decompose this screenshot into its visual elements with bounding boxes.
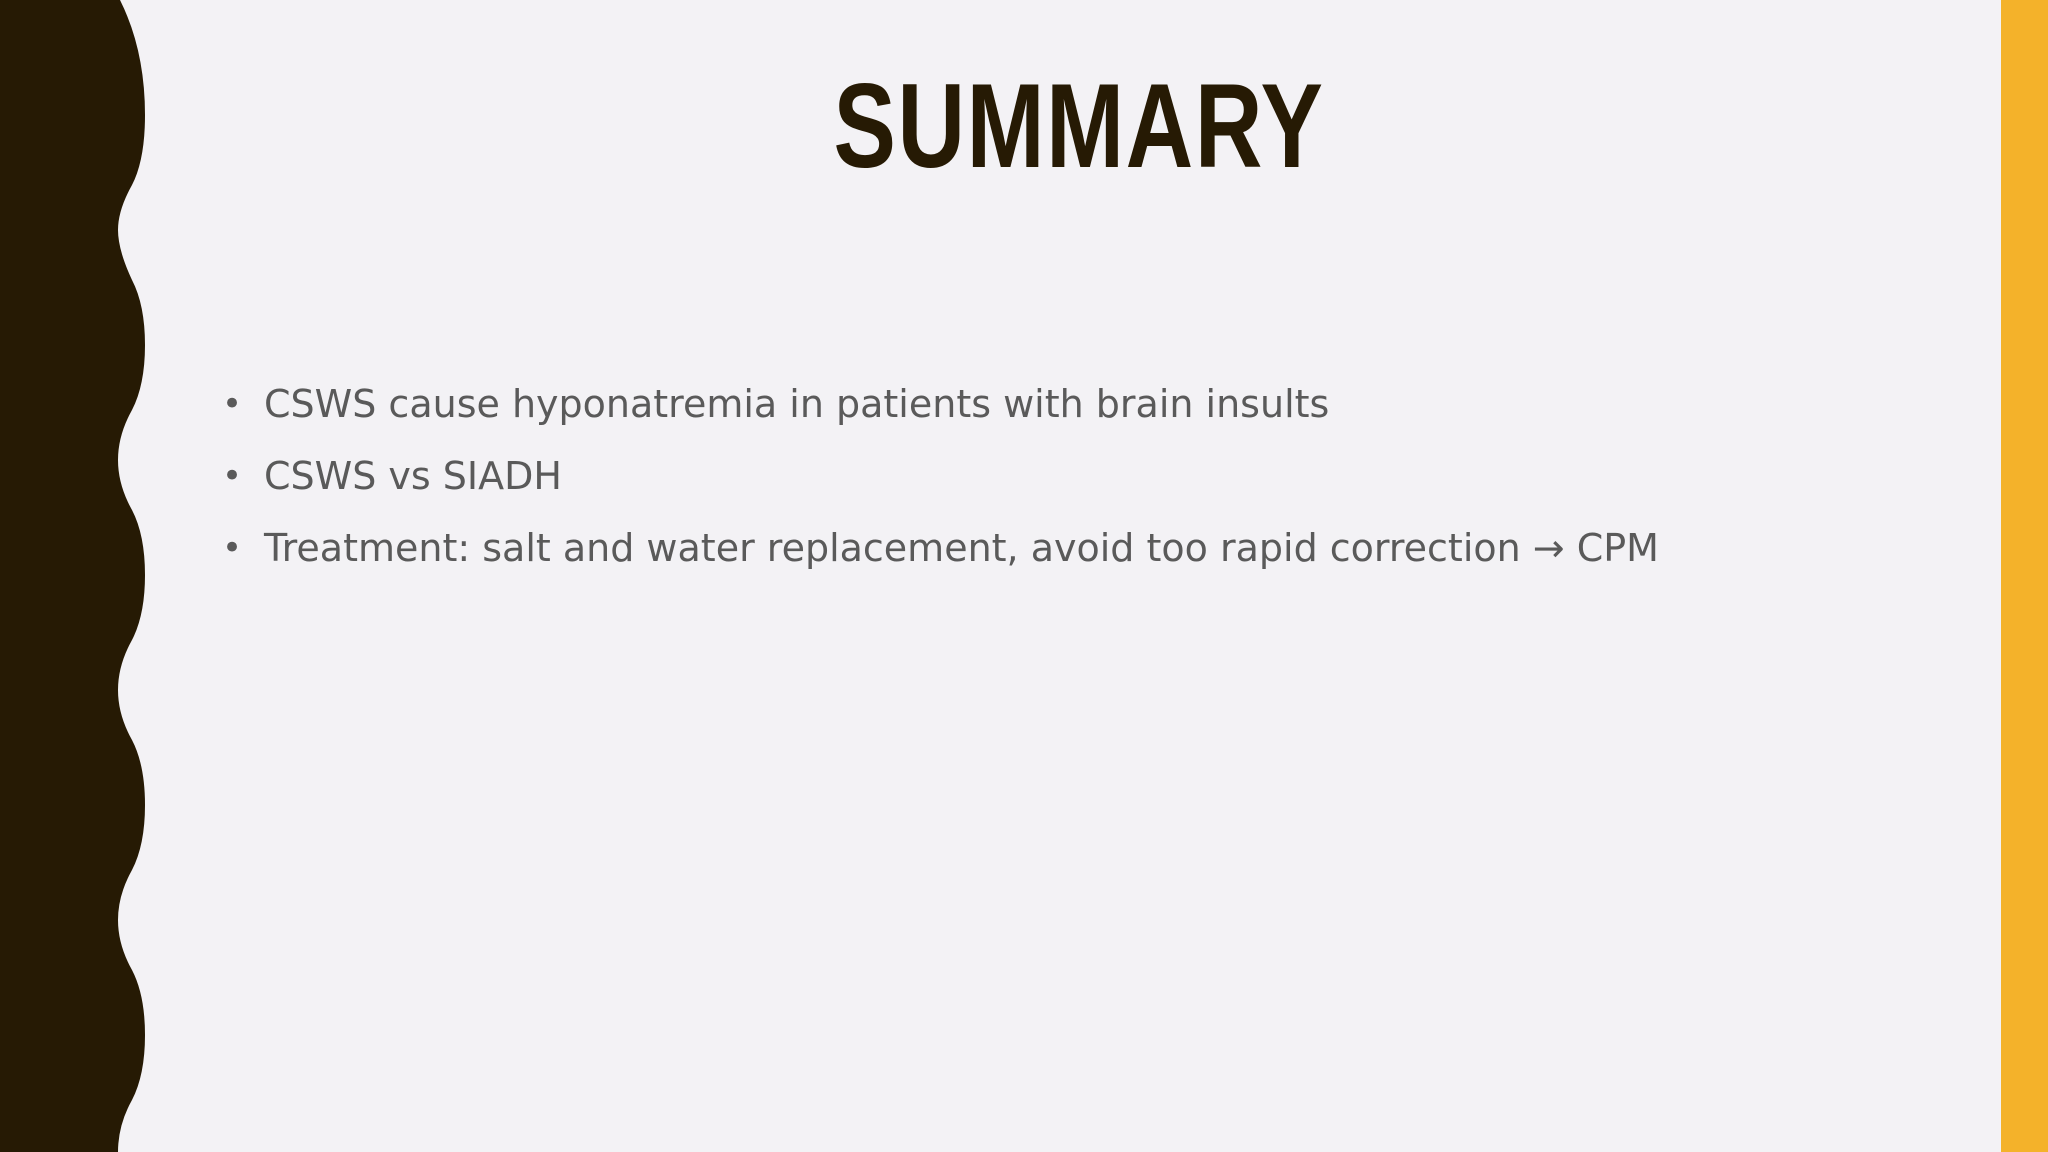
wavy-left-band <box>0 0 160 1152</box>
list-item <box>222 452 1942 500</box>
slide-title: SUMMARY <box>833 59 1325 193</box>
bullet-dot-icon: • <box>222 456 243 496</box>
bullet-list <box>222 380 1942 596</box>
list-item <box>222 380 1942 428</box>
right-accent-bar <box>2001 0 2048 1152</box>
bullet-dot-icon: • <box>222 384 243 424</box>
bullet-text: Treatment: salt and water replacement, avoid too rapid correction → CPM <box>264 526 1659 570</box>
wavy-left-band-shape <box>0 0 145 1152</box>
bullet-text: CSWS vs SIADH <box>264 454 562 498</box>
bullet-dot-icon: • <box>222 528 243 568</box>
list-item <box>222 524 1942 572</box>
bullet-text: CSWS cause hyponatremia in patients with brain insults <box>264 382 1330 426</box>
